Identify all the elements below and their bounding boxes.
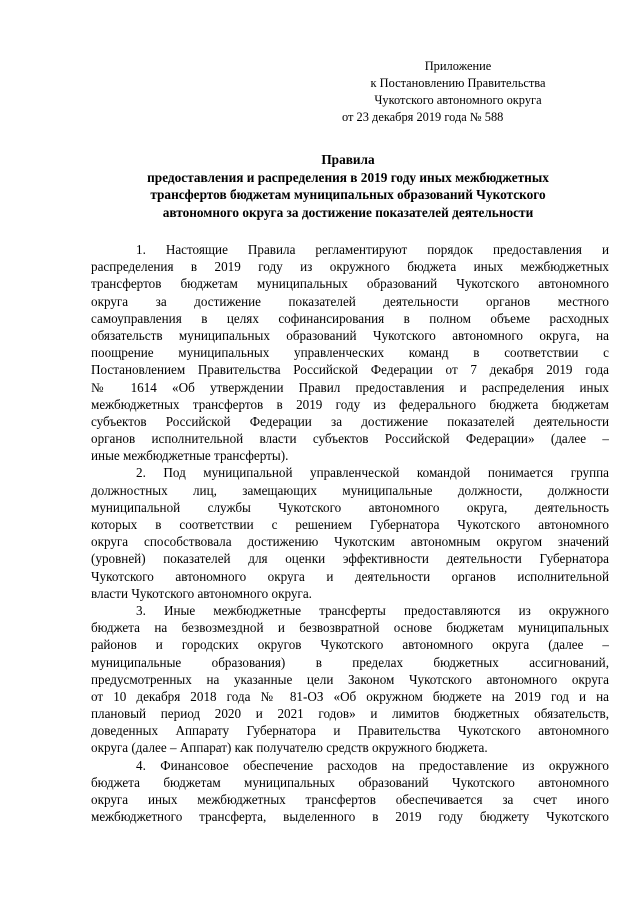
body-line: которых в соответствии с решением Губернатора Чукотского автономного bbox=[91, 517, 609, 532]
title-line: предоставления и распределения в 2019 году иных межбюджетных bbox=[147, 169, 549, 185]
body-line: 2. Под муниципальной управленческой командой понимается группа bbox=[136, 465, 609, 481]
body-line: плановый период 2020 и 2021 годов» и лимитов бюджетных обязательств, bbox=[91, 706, 609, 722]
body-line: трансфертов бюджетам муниципальных образований Чукотского автономного bbox=[91, 276, 609, 292]
body-line: самоуправления в целях софинансирования в полном объеме расходных bbox=[91, 310, 609, 326]
body-line: Постановлением Правительства Российской Федерации от 7 декабря 2019 года bbox=[91, 362, 609, 378]
body-line: округа иных межбюджетных трансфертов обеспечивается за счет иного bbox=[91, 792, 609, 807]
body-line: предусмотренных на указанные цели Законом Чукотского автономного округа bbox=[91, 671, 609, 687]
appendix-line: от 23 декабря 2019 года № 588 bbox=[342, 110, 504, 124]
body-line: муниципальные образования) в пределах бюджетных ассигнований, bbox=[91, 654, 609, 670]
body-line: 1. Настоящие Правила регламентируют порядок предоставления и bbox=[136, 242, 609, 257]
body-line: бюджета бюджетам муниципальных образований Чукотского автономного bbox=[91, 774, 609, 790]
body-line: муниципальной службы Чукотского автономного округа, деятельность bbox=[91, 499, 609, 515]
body-line: от 10 декабря 2018 года № 81-ОЗ «Об окружном бюджете на 2019 год и на bbox=[91, 688, 609, 704]
body-line: округа (далее – Аппарат) как получателю средств окружного бюджета. bbox=[91, 740, 488, 756]
body-line: округа за достижение показателей деятельности органов местного bbox=[91, 293, 609, 309]
title-line: трансфертов бюджетам муниципальных образований Чукотского bbox=[150, 187, 546, 202]
body-line: № 1614 «Об утверждении Правил предоставления и распределения иных bbox=[91, 379, 609, 395]
body-line: бюджета на безвозмездной и безвозвратной основе бюджетам муниципальных bbox=[91, 620, 609, 636]
appendix-line: Чукотского автономного округа bbox=[374, 93, 542, 107]
title-line: Правила bbox=[321, 152, 375, 167]
body-line: межбюджетного трансферта, выделенного в 2019 году бюджету Чукотского bbox=[91, 809, 609, 825]
body-line: иные межбюджетные трансферты). bbox=[91, 448, 289, 464]
body-line: Чукотского автономного округа и деятельности органов исполнительной bbox=[91, 568, 609, 584]
body-line: субъектов Российской Федерации за достижение показателей деятельности bbox=[91, 413, 609, 429]
body-line: должностных лиц, замещающих муниципальные должности, должности bbox=[91, 482, 609, 498]
body-line: поощрение муниципальных управленческих команд в соответствии с bbox=[91, 345, 609, 361]
appendix-header bbox=[340, 58, 576, 126]
appendix-line: Приложение bbox=[424, 59, 492, 73]
body-line: власти Чукотского автономного округа. bbox=[91, 585, 312, 601]
body-line: округа способствовала достижению Чукотским автономным округом значений bbox=[91, 534, 609, 550]
title-line: автономного округа за достижение показателей деятельности bbox=[162, 204, 534, 220]
body-line: районов и городских округов Чукотского автономного округа (далее – bbox=[91, 637, 609, 653]
body-line: обязательств муниципальных образований Чукотского автономного округа, на bbox=[91, 327, 609, 343]
body-line: распределения в 2019 году из окружного бюджета иных межбюджетных bbox=[91, 259, 609, 275]
document-body bbox=[91, 241, 609, 825]
document-title bbox=[86, 151, 610, 221]
body-line: органов исполнительной власти субъектов Российской Федерации» (далее – bbox=[91, 431, 609, 447]
body-line: 4. Финансовое обеспечение расходов на предоставление из окружного bbox=[136, 757, 609, 773]
body-line: (уровней) показателей для оценки эффективности деятельности Губернатора bbox=[91, 551, 609, 567]
appendix-line: к Постановлению Правительства bbox=[370, 76, 546, 90]
body-line: 3. Иные межбюджетные трансферты предоставляются из окружного bbox=[136, 602, 609, 618]
body-line: межбюджетных трансфертов в 2019 году из федерального бюджета бюджетам bbox=[91, 396, 609, 412]
body-line: доведенных Аппарату Губернатора и Правительства Чукотского автономного bbox=[91, 723, 609, 739]
